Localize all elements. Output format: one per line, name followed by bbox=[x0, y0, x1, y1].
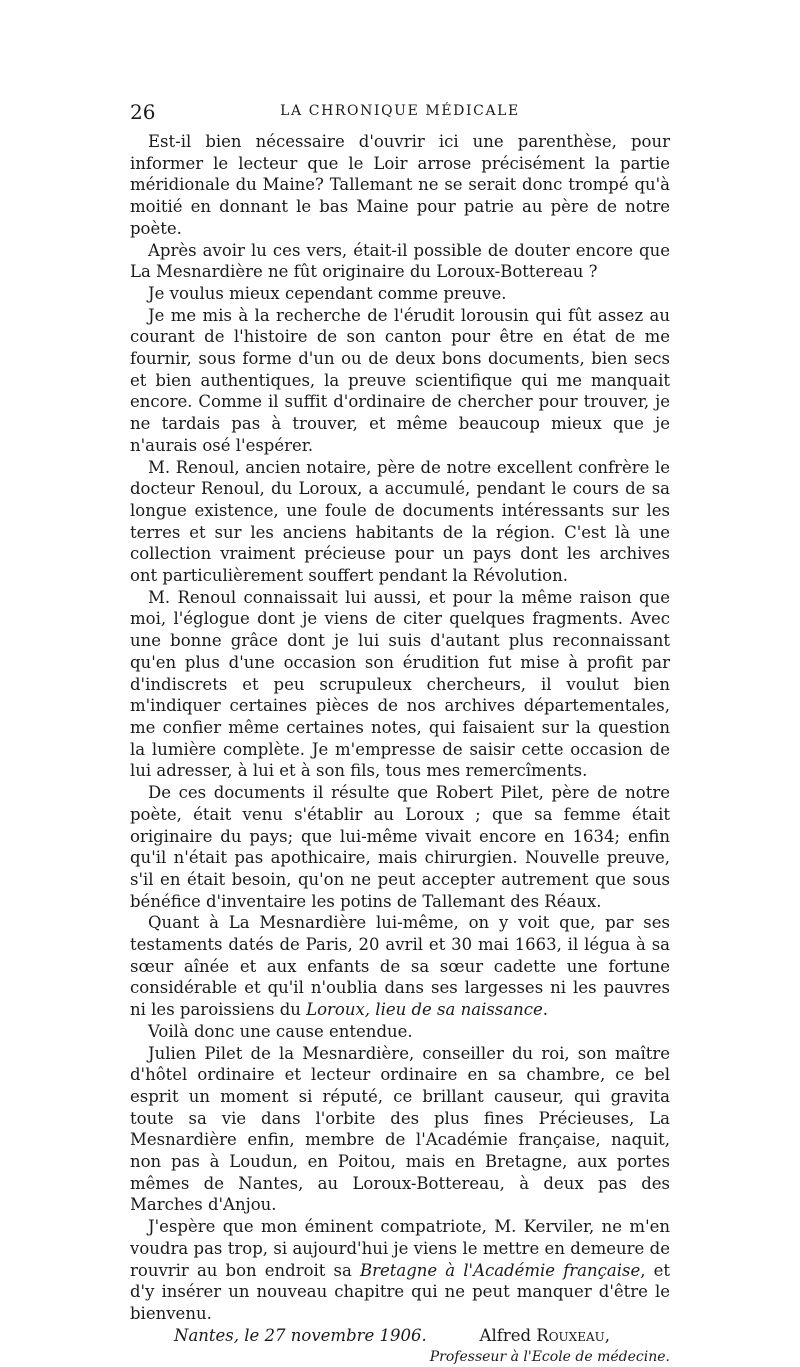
paragraph-quant-end: . bbox=[542, 1000, 548, 1020]
paragraph-quant bbox=[130, 912, 670, 1021]
paragraph-quant-text: Quant à La Mesnardière lui-même, on y voit que, par ses testaments datés de Paris, 20 avril et 30 mai 1663, il légua à sa sœur aînée et aux enfants de sa sœur cadette une fortune considérable et qu'il n'oublia dans ses largesses ni les pauvres ni les paroissiens du bbox=[130, 913, 670, 1020]
paragraph-kerviler-text: J'espère que mon éminent compatriote, M. Kerviler, ne m'en voudra pas trop, si aujourd'hui je viens le mettre en demeure de rouvrir au bon endroit sa bbox=[130, 1217, 670, 1280]
paragraph-parenthese: Est-il bien nécessaire d'ouvrir ici une parenthèse, pour informer le lecteur que le Loir arrose précisément la partie méridionale du Maine? Tallemant ne se serait donc trompé qu'à moitié en donnant le bas Maine pour patrie au père de notre poète. bbox=[130, 132, 670, 238]
article-body bbox=[130, 131, 670, 1367]
paragraph-kerviler bbox=[130, 1216, 670, 1325]
page-number: 26 bbox=[130, 100, 156, 124]
paragraph-quant-italic: Loroux, lieu de sa naissance bbox=[306, 1000, 543, 1020]
author-affiliation: Professeur à l'Ecole de médecine. bbox=[429, 1348, 670, 1365]
paragraph-voila: Voilà donc une cause entendue. bbox=[148, 1021, 413, 1041]
paragraph-kerviler-end: , et d'y insérer un nouveau chapitre qui ne peut manquer d'être le bienvenu. bbox=[130, 1260, 671, 1323]
paragraph-documents: De ces documents il résulte que Robert Pilet, père de notre poète, était venu s'établir au Loroux ; que sa femme était originaire du pays; que lui-même vivait encore en 1634; enfin qu'il n'était pas apothicaire, mais chirurgien. Nouvelle preuve, s'il en était besoin, qu'on ne peut accepter autrement que sous bénéfice d'inventaire les potins de Tallemant des Réaux. bbox=[130, 783, 670, 911]
author-last-name: Rouxeau, bbox=[536, 1325, 610, 1345]
running-head: LA CHRONIQUE MÉDICALE bbox=[280, 103, 520, 119]
page-header bbox=[130, 100, 670, 124]
paragraph-julien: Julien Pilet de la Mesnardière, conseiller du roi, son maître d'hôtel ordinaire et lecteur ordinaire en sa chambre, ce bel esprit un moment si réputé, ce brillant causeur, qui gravita toute sa vie dans l'orbite des plus fines Précieuses, La Mesnardière enfin, membre de l'Académie française, naquit, non pas à Loudun, en Poitou, mais en Bretagne, aux portes mêmes de Nantes, au Loroux-Bottereau, à deux pas des Marches d'Anjou. bbox=[130, 1043, 670, 1215]
paragraph-je-voulus: Je voulus mieux cependant comme preuve. bbox=[148, 283, 507, 303]
paragraph-eglogue: M. Renoul connaissait lui aussi, et pour la même raison que moi, l'églogue dont je viens de citer quelques fragments. Avec une bonne grâce dont je lui suis d'autant plus reconnaissant qu'en plus d'une occasion son érudition fut mise à profit par d'indiscrets et peu scrupuleux chercheurs, il voulut bien m'indiquer certaines pièces de nos archives départementales, me confier même certaines notes, qui faisaient sur la question la lumière complète. Je m'empresse de saisir cette occasion de lui adresser, à lui et à son fils, tous mes remercîments. bbox=[130, 587, 670, 781]
author-first-name: Alfred bbox=[479, 1325, 532, 1345]
signature-author bbox=[480, 1325, 610, 1347]
signature-date: Nantes, le 27 novembre 1906. bbox=[174, 1325, 427, 1345]
book-title: Bretagne à l'Académie française bbox=[359, 1260, 641, 1280]
paragraph-renoul: M. Renoul, ancien notaire, père de notre excellent confrère le docteur Renoul, du Loroux, a accumulé, pendant le cours de sa longue existence, une foule de documents intéressants sur les terres et sur les anciens habitants de la région. C'est là une collection vraiment précieuse pour un pays dont les archives ont particulièrement souffert pendant la Révolution. bbox=[130, 457, 670, 586]
signature-line bbox=[130, 1325, 670, 1347]
paragraph-apres-avoir: Après avoir lu ces vers, était-il possible de douter encore que La Mesnardière ne fût originaire du Loroux-Bottereau ? bbox=[130, 240, 670, 282]
paragraph-recherche: Je me mis à la recherche de l'érudit lorousin qui fût assez au courant de l'histoire de son canton pour être en état de me fournir, sous forme d'un ou de deux bons documents, bien secs et bien authentiques, la preuve scientifique qui me manquait encore. Comme il suffit d'ordinaire de chercher pour trouver, je ne tardais pas à trouver, et même beaucoup mieux que je n'aurais osé l'espérer. bbox=[130, 305, 670, 455]
